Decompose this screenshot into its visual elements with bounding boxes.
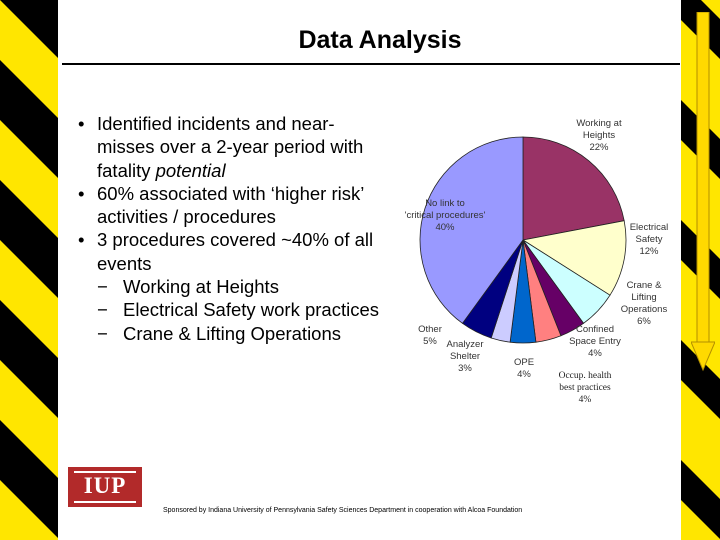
sub-bullet-item: − Crane & Lifting Operations [97, 322, 342, 344]
slice-label: Electrical Safety 12% [629, 222, 669, 257]
bullet-item [78, 182, 383, 229]
hazard-stripe-left [0, 0, 58, 540]
sub-bullet-text: Crane & Lifting Operations [123, 322, 342, 344]
slice-label: Working at Heights 22% [576, 118, 622, 153]
slice-label: No link to 'critical procedures' 40% [404, 198, 486, 233]
pie-chart [390, 110, 690, 430]
bullet-text: 3 procedures covered ~40% of all events [97, 229, 374, 274]
footer-text: Sponsored by Indiana University of Pennsylvania Safety Sciences Department in cooperation with Alcoa Foundation [163, 507, 523, 514]
down-arrow-icon [691, 12, 715, 372]
bullet-list [78, 112, 383, 345]
slice-label: Other 5% [418, 324, 442, 347]
sub-bullet-text: Working at Heights [123, 276, 279, 298]
sub-bullet-item: − Electrical Safety work practices [97, 299, 380, 321]
bullet-item [78, 112, 383, 182]
logo-text: IUP [83, 473, 127, 498]
page-number: 5 [702, 503, 709, 517]
slice-label: Crane & Lifting Operations 6% [620, 280, 668, 327]
sub-bullet-item: − Working at Heights [97, 276, 279, 298]
slide-title: Data Analysis [298, 26, 462, 54]
slice-label: OPE 4% [513, 357, 535, 380]
bullet-text: 60% associated with ‘higher risk’ activities / procedures [97, 182, 364, 228]
bullet-emphasis: potential [155, 159, 226, 181]
bullet-text: Identified incidents and near-misses over a 2-year period with fatality [97, 113, 364, 181]
slice-label: Confined Space Entry 4% [569, 324, 621, 359]
iup-logo [68, 467, 142, 507]
sub-bullet-text: Electrical Safety work practices [123, 299, 380, 321]
bullet-item [78, 228, 383, 275]
slice-label: Occup. health best practices 4% [558, 371, 612, 405]
title-divider [62, 63, 680, 65]
slice-label: Analyzer Shelter 3% [446, 339, 484, 374]
